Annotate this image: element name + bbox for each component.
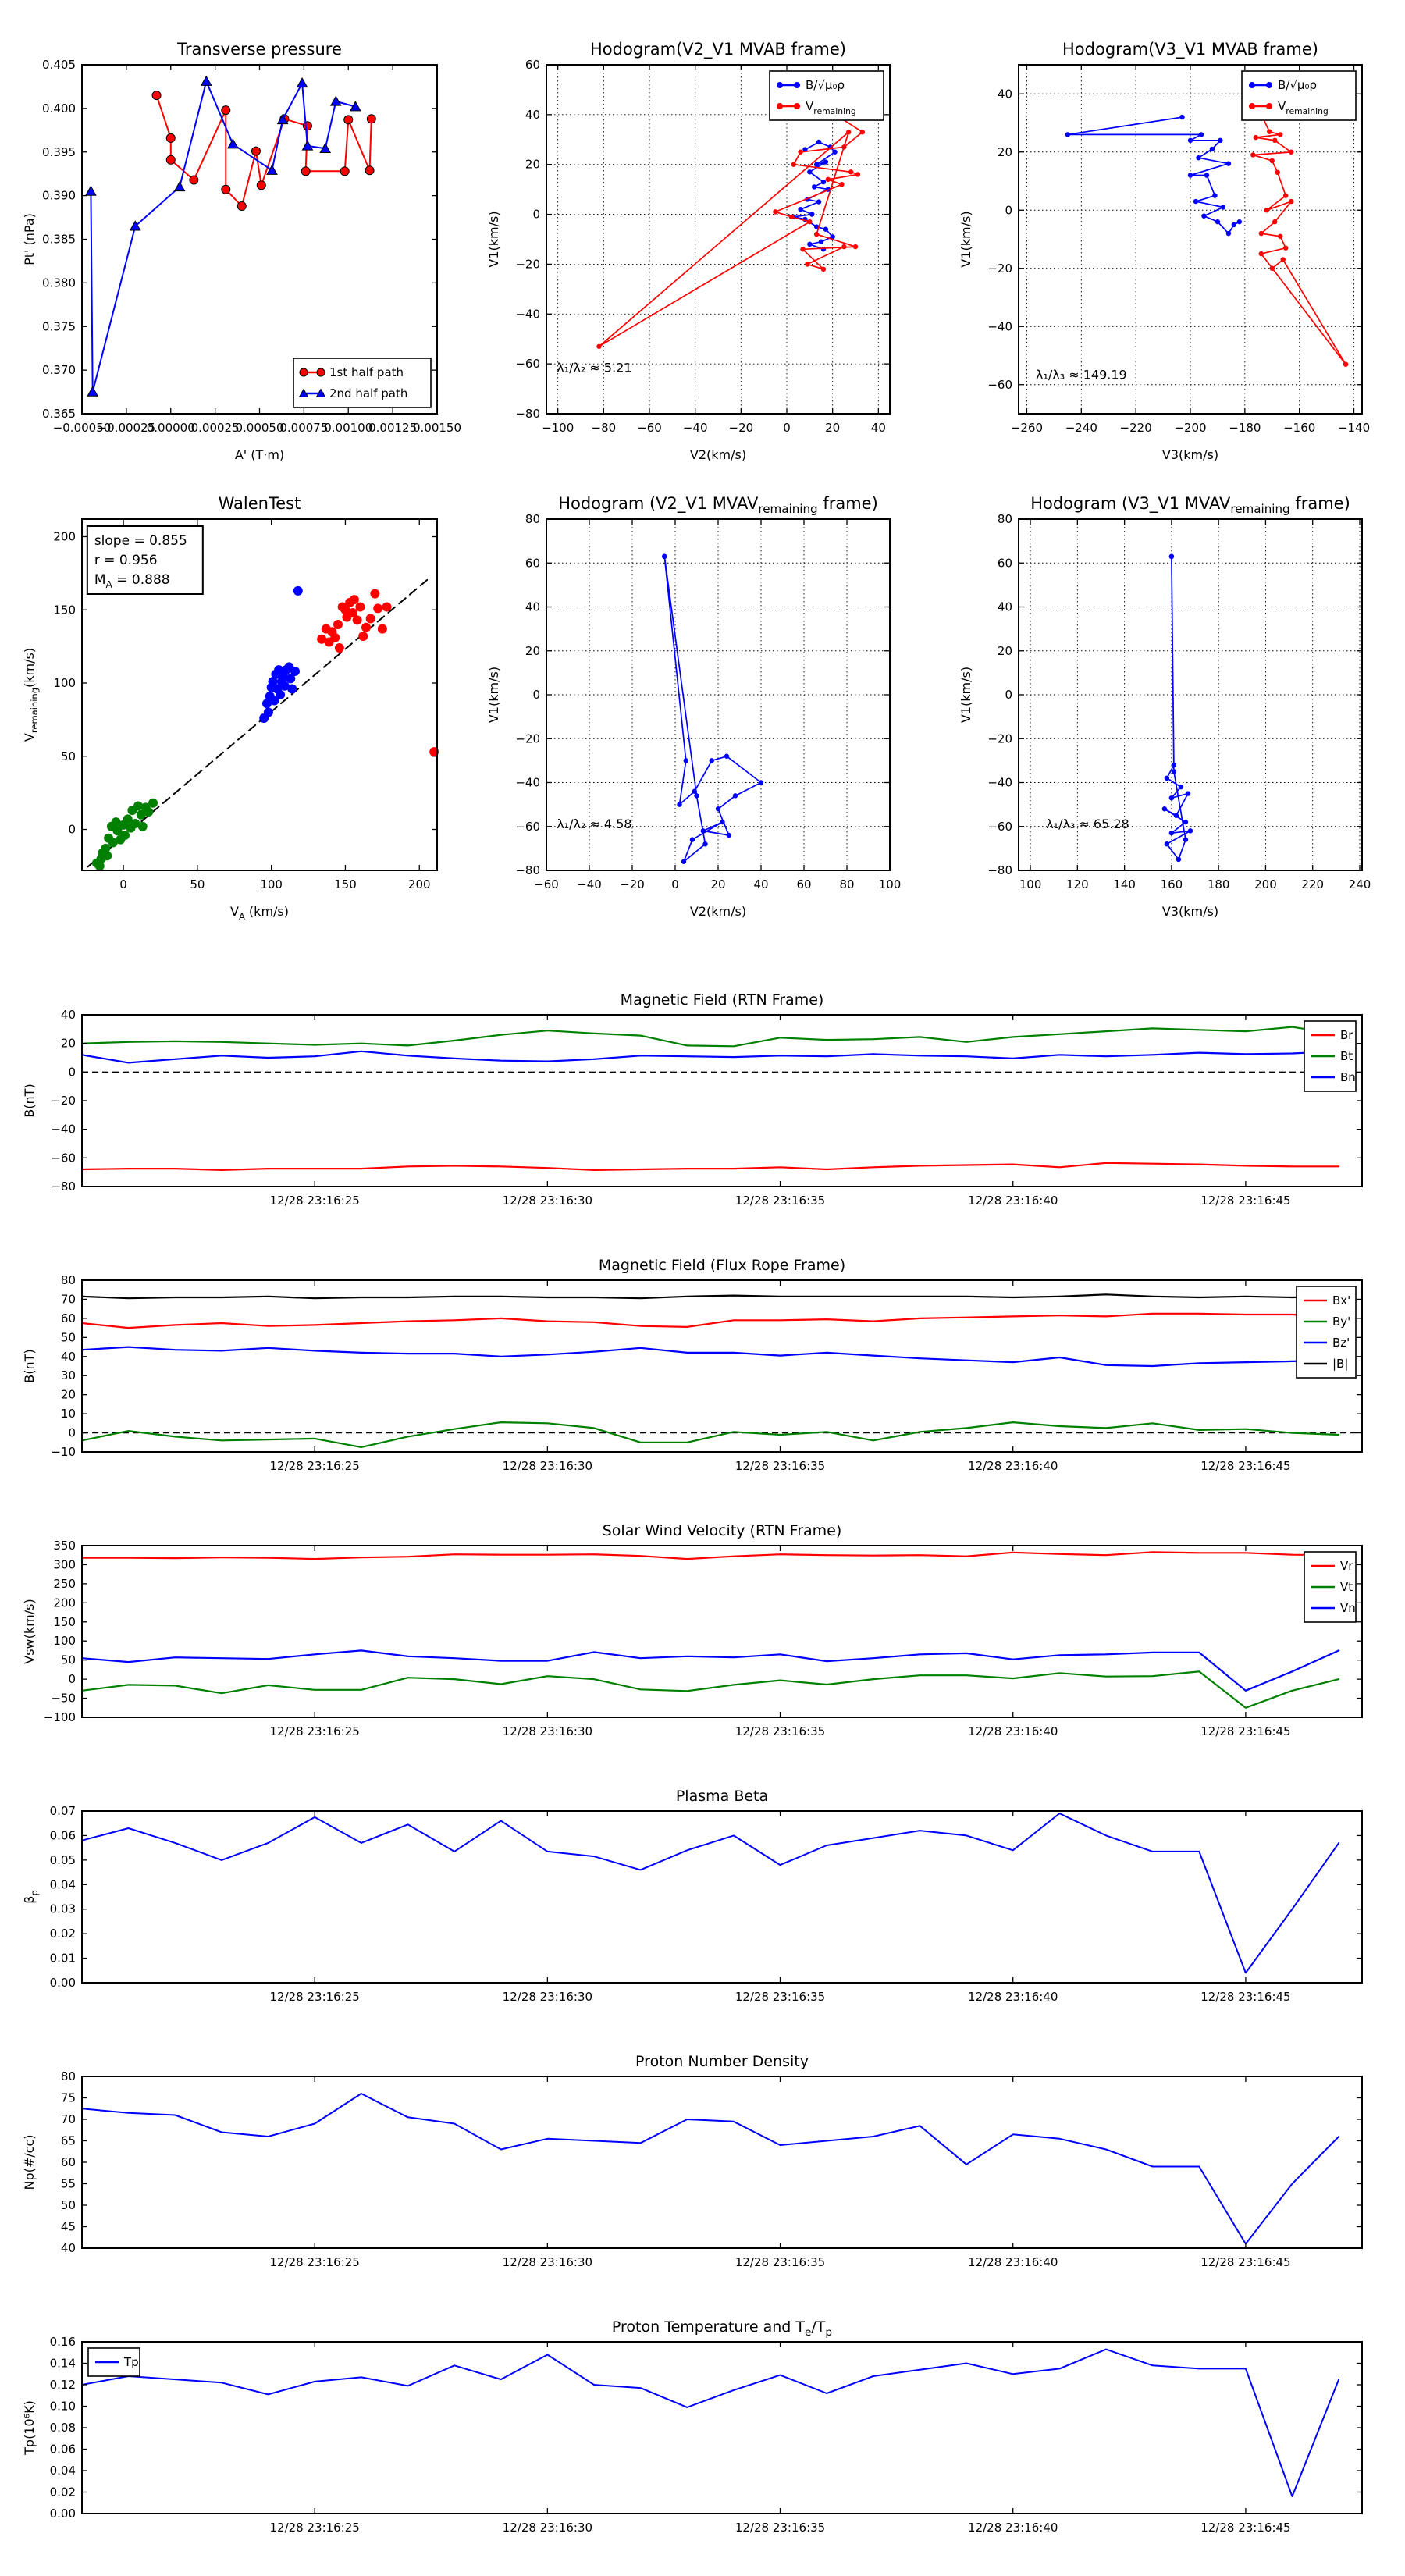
x-tick-labels <box>1019 877 1371 891</box>
y-axis-label: V1(km/s) <box>959 211 973 268</box>
x-tick-label: 12/28 23:16:30 <box>502 1194 593 1208</box>
y-tick-label: 0 <box>68 1425 76 1440</box>
y-tick-label: 0 <box>68 1672 76 1687</box>
x-tick-label: 0.00025 <box>190 421 240 435</box>
y-tick-label: 0.385 <box>42 232 76 247</box>
y-tick-labels <box>61 2069 76 2255</box>
x-tick-label: 12/28 23:16:35 <box>735 1194 826 1208</box>
x-tick-label: 12/28 23:16:25 <box>269 1194 360 1208</box>
legend-label: Vr <box>1340 1559 1353 1573</box>
panel-hodo-v2v1-mvab <box>486 40 890 462</box>
x-tick-label: 12/28 23:16:40 <box>968 1724 1058 1738</box>
y-tick-label: 250 <box>53 1576 76 1591</box>
y-tick-label: 0.00 <box>49 1976 76 1990</box>
y-tick-label: −20 <box>51 1094 76 1108</box>
y-tick-label: 20 <box>997 643 1012 658</box>
legend-label: B/√μ₀ρ <box>1278 78 1317 92</box>
x-tick-label: 12/28 23:16:45 <box>1200 1194 1291 1208</box>
y-tick-label: 0.380 <box>42 276 76 290</box>
x-tick-label: 12/28 23:16:25 <box>269 1990 360 2004</box>
y-tick-label: 75 <box>60 2090 76 2105</box>
x-tick-label: 200 <box>1254 877 1277 891</box>
x-tick-label: 100 <box>878 877 902 891</box>
y-tick-label: 20 <box>60 1036 76 1051</box>
y-tick-labels <box>50 1804 76 1990</box>
x-tick-label: −20 <box>728 421 754 435</box>
axes-background <box>82 2342 1362 2514</box>
x-tick-label: −260 <box>1010 421 1044 435</box>
x-tick-label: 12/28 23:16:35 <box>735 2255 826 2269</box>
y-tick-label: 200 <box>53 529 76 544</box>
y-tick-label: 0.10 <box>49 2399 76 2414</box>
legend <box>293 358 431 407</box>
y-tick-label: 0.06 <box>49 1828 76 1843</box>
x-tick-label: 150 <box>334 877 357 891</box>
y-tick-label: 70 <box>60 1292 76 1307</box>
lambda-ratio-label: λ₁/λ₂ ≈ 5.21 <box>557 360 632 375</box>
panel-title: Hodogram(V2_V1 MVAB frame) <box>590 40 846 59</box>
y-tick-label: 0.400 <box>42 101 76 116</box>
x-tick-labels <box>269 1724 1290 1738</box>
x-tick-label: 12/28 23:16:40 <box>968 1459 1058 1473</box>
y-tick-label: −60 <box>987 819 1012 834</box>
panel-walen-test <box>22 494 439 922</box>
y-tick-label: −60 <box>515 819 540 834</box>
stats-line: r = 0.956 <box>94 553 158 568</box>
x-tick-label: 0 <box>783 421 791 435</box>
y-tick-label: 80 <box>997 512 1012 526</box>
panel-title: Magnetic Field (Flux Rope Frame) <box>598 1257 846 1274</box>
y-tick-label: 45 <box>60 2219 76 2234</box>
y-tick-labels <box>51 1273 76 1459</box>
x-tick-label: 12/28 23:16:25 <box>269 2255 360 2269</box>
annotation <box>87 526 203 594</box>
annotation <box>1046 817 1129 831</box>
legend-label: Bn <box>1340 1070 1356 1084</box>
y-tick-label: −60 <box>515 357 540 372</box>
y-tick-label: 0 <box>1005 203 1012 218</box>
x-tick-label: 12/28 23:16:25 <box>269 2521 360 2535</box>
y-tick-label: −80 <box>515 863 540 877</box>
y-tick-label: −60 <box>987 377 1012 392</box>
y-tick-label: −40 <box>987 319 1012 334</box>
x-tick-label: 20 <box>825 421 841 435</box>
legend-label: By' <box>1332 1315 1351 1329</box>
x-tick-label: 12/28 23:16:25 <box>269 1459 360 1473</box>
y-axis-label: Vsw(km/s) <box>22 1599 37 1664</box>
y-tick-label: −40 <box>515 307 540 322</box>
x-tick-label: 0.00100 <box>324 421 373 435</box>
y-tick-label: 0 <box>1005 688 1012 702</box>
y-tick-label: 50 <box>60 1653 76 1667</box>
panel-proton-temp <box>22 2318 1362 2535</box>
y-tick-label: 40 <box>60 1349 76 1364</box>
x-tick-labels <box>53 421 461 435</box>
x-tick-labels <box>542 421 886 435</box>
y-tick-label: 0.365 <box>42 407 76 421</box>
y-tick-label: 150 <box>53 1614 76 1629</box>
y-tick-label: 0.01 <box>49 1951 76 1966</box>
y-tick-label: −80 <box>515 407 540 421</box>
y-tick-label: 0.08 <box>49 2421 76 2435</box>
x-tick-label: 240 <box>1348 877 1371 891</box>
annotation <box>1036 367 1127 382</box>
y-tick-label: 80 <box>525 512 540 526</box>
y-tick-label: 0.07 <box>49 1804 76 1818</box>
x-tick-label: 12/28 23:16:35 <box>735 2521 826 2535</box>
axes-background <box>82 1015 1362 1187</box>
legend-label: Vn <box>1340 1601 1356 1615</box>
x-tick-labels <box>1011 421 1370 435</box>
y-tick-labels <box>50 2335 76 2521</box>
panel-title: WalenTest <box>218 494 301 513</box>
x-tick-labels <box>269 1194 1290 1208</box>
y-tick-label: 350 <box>53 1539 76 1553</box>
x-tick-label: −240 <box>1065 421 1097 435</box>
x-tick-label: 50 <box>190 877 205 891</box>
y-tick-label: 0.06 <box>49 2442 76 2457</box>
y-tick-label: 60 <box>525 58 540 72</box>
y-tick-label: 0 <box>532 207 540 222</box>
y-tick-labels <box>987 512 1012 877</box>
y-tick-label: −40 <box>987 775 1012 790</box>
x-tick-label: 12/28 23:16:45 <box>1200 2521 1291 2535</box>
x-axis-label: V3(km/s) <box>1161 447 1219 462</box>
annotation <box>557 360 631 375</box>
panel-title: Transverse pressure <box>177 40 342 59</box>
y-tick-label: 55 <box>60 2176 76 2191</box>
panel-title: Plasma Beta <box>675 1788 769 1805</box>
x-tick-label: 12/28 23:16:40 <box>968 1194 1058 1208</box>
x-tick-label: 12/28 23:16:30 <box>502 2521 593 2535</box>
panel-hodo-v3v1-mvav <box>959 494 1371 919</box>
y-tick-label: −100 <box>43 1710 76 1724</box>
panel-title: Hodogram(V3_V1 MVAB frame) <box>1062 40 1318 59</box>
panel-proton-density <box>22 2053 1362 2269</box>
x-tick-label: 12/28 23:16:45 <box>1200 1459 1291 1473</box>
y-tick-label: 70 <box>60 2112 76 2126</box>
y-tick-labels <box>42 58 76 421</box>
lambda-ratio-label: λ₁/λ₂ ≈ 4.58 <box>557 817 632 831</box>
x-axis-label: A' (T·m) <box>234 447 285 462</box>
y-tick-label: 0.14 <box>49 2356 76 2371</box>
y-tick-label: 300 <box>53 1557 76 1572</box>
x-tick-label: 12/28 23:16:45 <box>1200 2255 1291 2269</box>
y-axis-label: Pt' (nPa) <box>22 213 37 265</box>
x-tick-label: 120 <box>1066 877 1089 891</box>
y-tick-label: −80 <box>987 863 1012 877</box>
y-tick-label: 20 <box>997 144 1012 159</box>
y-tick-label: −20 <box>515 731 540 746</box>
x-tick-label: 0.00075 <box>279 421 329 435</box>
y-tick-label: 50 <box>60 749 76 763</box>
x-tick-labels <box>269 2521 1290 2535</box>
y-axis-label: $\beta_p$ <box>22 1890 40 1904</box>
y-tick-label: 0.02 <box>49 1927 76 1941</box>
legend-label: Bz' <box>1332 1336 1350 1350</box>
x-tick-label: −40 <box>682 421 708 435</box>
x-tick-label: 12/28 23:16:30 <box>502 1990 593 2004</box>
x-tick-label: 220 <box>1301 877 1325 891</box>
y-tick-label: 40 <box>525 107 540 122</box>
x-tick-label: −0.00050 <box>52 421 112 435</box>
y-tick-labels <box>44 1539 76 1724</box>
x-tick-labels <box>269 1990 1290 2004</box>
y-tick-label: −10 <box>51 1445 76 1459</box>
legend-label: $V_{remaining}$ <box>806 99 856 116</box>
x-tick-label: 100 <box>1019 877 1042 891</box>
y-axis-label: B(nT) <box>22 1083 37 1118</box>
y-axis-label: B(nT) <box>22 1349 37 1383</box>
x-tick-label: −180 <box>1229 421 1261 435</box>
y-tick-label: 0.405 <box>42 58 76 72</box>
panel-title: Proton Temperature and $T_e/T_p$ <box>611 2318 833 2339</box>
x-tick-labels <box>269 2255 1290 2269</box>
legend-label: 1st half path <box>329 365 404 379</box>
stats-line: $M_A = 0.888$ <box>94 572 170 590</box>
x-tick-label: 12/28 23:16:45 <box>1200 1990 1291 2004</box>
y-tick-labels <box>987 87 1012 392</box>
x-tick-label: 12/28 23:16:35 <box>735 1724 826 1738</box>
x-tick-label: −0.00025 <box>97 421 156 435</box>
x-tick-label: 20 <box>710 877 726 891</box>
annotation <box>557 817 631 831</box>
x-tick-label: −60 <box>637 421 662 435</box>
y-axis-label: V1(km/s) <box>959 666 973 724</box>
x-tick-label: 12/28 23:16:45 <box>1200 1724 1291 1738</box>
y-tick-label: 0.02 <box>49 2485 76 2500</box>
panel-pt <box>22 40 461 462</box>
y-tick-label: 60 <box>997 556 1012 571</box>
x-tick-label: 0.00125 <box>368 421 418 435</box>
y-axis-label: V1(km/s) <box>486 666 501 724</box>
y-axis-label: V1(km/s) <box>486 211 501 268</box>
legend <box>88 2348 140 2376</box>
legend <box>1304 1021 1356 1091</box>
legend-label: Bt <box>1340 1049 1353 1063</box>
x-tick-labels <box>119 877 430 891</box>
y-tick-label: −80 <box>51 1179 76 1194</box>
legend-label: Br <box>1340 1028 1353 1042</box>
y-tick-label: 0.16 <box>49 2335 76 2349</box>
y-tick-label: 80 <box>60 1273 76 1287</box>
x-tick-label: 12/28 23:16:25 <box>269 1724 360 1738</box>
x-tick-label: 0.00000 <box>146 421 195 435</box>
y-tick-label: −60 <box>51 1151 76 1165</box>
x-tick-label: 40 <box>870 421 886 435</box>
y-tick-label: 0.04 <box>49 1877 76 1892</box>
y-tick-label: 20 <box>60 1387 76 1402</box>
x-tick-labels <box>269 1459 1290 1473</box>
x-tick-label: −220 <box>1119 421 1152 435</box>
x-tick-label: 0 <box>671 877 679 891</box>
panel-title: Proton Number Density <box>635 2053 809 2070</box>
x-axis-label: V2(km/s) <box>689 447 747 462</box>
panel-b-rtn <box>22 991 1362 1208</box>
x-tick-label: −20 <box>620 877 645 891</box>
legend-label: $V_{remaining}$ <box>1278 99 1329 116</box>
x-tick-label: 12/28 23:16:30 <box>502 1724 593 1738</box>
x-tick-label: −140 <box>1337 421 1371 435</box>
y-tick-label: 200 <box>53 1596 76 1610</box>
axes-background <box>82 2076 1362 2248</box>
y-tick-label: 50 <box>60 1330 76 1345</box>
x-tick-label: 12/28 23:16:40 <box>968 2521 1058 2535</box>
axes-background <box>82 1811 1362 1983</box>
legend <box>1297 1286 1356 1378</box>
y-tick-label: 100 <box>53 676 76 690</box>
y-tick-label: 0.05 <box>49 1852 76 1867</box>
y-tick-label: 60 <box>60 1311 76 1325</box>
y-tick-label: 0.375 <box>42 319 76 334</box>
x-tick-label: 60 <box>796 877 812 891</box>
x-tick-label: 12/28 23:16:40 <box>968 2255 1058 2269</box>
y-tick-label: 50 <box>60 2198 76 2212</box>
y-axis-label: Np(#/cc) <box>22 2134 37 2190</box>
x-tick-label: −200 <box>1174 421 1207 435</box>
y-tick-label: 20 <box>525 157 540 172</box>
legend-label: B/√μ₀ρ <box>806 78 845 92</box>
x-tick-label: −40 <box>577 877 602 891</box>
y-tick-label: 40 <box>60 2241 76 2255</box>
panel-plasma-beta <box>22 1788 1362 2004</box>
y-tick-label: 10 <box>60 1407 76 1421</box>
x-tick-label: 40 <box>753 877 769 891</box>
panel-b-fluxrope <box>22 1257 1362 1473</box>
x-tick-label: 200 <box>407 877 431 891</box>
legend <box>770 71 884 120</box>
y-tick-label: −40 <box>51 1122 76 1137</box>
y-tick-label: 0 <box>68 1065 76 1080</box>
x-tick-label: −60 <box>534 877 559 891</box>
legend-label: Vt <box>1340 1580 1353 1594</box>
panel-title: Magnetic Field (RTN Frame) <box>620 991 824 1009</box>
x-tick-label: 0 <box>119 877 127 891</box>
legend-label: 2nd half path <box>329 386 408 400</box>
stats-line: slope = 0.855 <box>94 533 187 549</box>
x-tick-label: 12/28 23:16:35 <box>735 1459 826 1473</box>
lambda-ratio-label: λ₁/λ₃ ≈ 149.19 <box>1036 367 1127 382</box>
y-tick-label: 0 <box>532 688 540 702</box>
panel-hodo-v2v1-mvav <box>486 494 901 919</box>
x-tick-label: 12/28 23:16:40 <box>968 1990 1058 2004</box>
x-tick-label: 12/28 23:16:30 <box>502 1459 593 1473</box>
legend <box>1304 1552 1356 1622</box>
y-tick-label: 20 <box>525 643 540 658</box>
x-tick-label: 12/28 23:16:35 <box>735 1990 826 2004</box>
x-tick-labels <box>534 877 901 891</box>
y-tick-label: 0.395 <box>42 144 76 159</box>
x-tick-label: 80 <box>839 877 855 891</box>
y-tick-label: 80 <box>60 2069 76 2083</box>
panel-title: Solar Wind Velocity (RTN Frame) <box>602 1522 842 1539</box>
lambda-ratio-label: λ₁/λ₃ ≈ 65.28 <box>1046 817 1129 831</box>
y-tick-label: 150 <box>53 603 76 617</box>
y-tick-label: 30 <box>60 1368 76 1383</box>
x-tick-label: 100 <box>260 877 283 891</box>
legend-label: Bx' <box>1332 1293 1351 1308</box>
x-tick-label: 0.00150 <box>412 421 462 435</box>
x-tick-label: 180 <box>1207 877 1230 891</box>
y-tick-labels <box>515 58 540 421</box>
x-tick-label: 12/28 23:16:30 <box>502 2255 593 2269</box>
x-tick-label: −100 <box>542 421 574 435</box>
y-tick-label: −20 <box>515 257 540 272</box>
y-tick-label: 40 <box>60 1008 76 1022</box>
y-tick-label: 0.00 <box>49 2507 76 2521</box>
x-axis-label: V3(km/s) <box>1161 904 1219 919</box>
x-tick-label: −80 <box>591 421 617 435</box>
panel-title: Hodogram (V3_V1 $MVAV_{remaining}$ frame) <box>1030 494 1350 516</box>
y-tick-label: 40 <box>525 600 540 614</box>
y-axis-label: Tp(10⁶K) <box>22 2400 37 2455</box>
y-tick-label: 100 <box>53 1634 76 1649</box>
y-tick-label: 40 <box>997 600 1012 614</box>
y-tick-label: 0.04 <box>49 2464 76 2478</box>
x-axis-label: V2(km/s) <box>689 904 747 919</box>
y-tick-label: −50 <box>51 1691 76 1706</box>
y-tick-label: −20 <box>987 731 1012 746</box>
y-tick-labels <box>51 1008 76 1194</box>
y-tick-label: 60 <box>525 556 540 571</box>
y-tick-label: 65 <box>60 2133 76 2148</box>
x-axis-label: $V_A$ (km/s) <box>230 904 289 922</box>
x-tick-label: 0.00050 <box>235 421 284 435</box>
legend-label: Tp <box>124 2355 139 2369</box>
y-tick-label: −40 <box>515 775 540 790</box>
y-tick-label: 0 <box>68 822 76 837</box>
y-tick-label: 40 <box>997 87 1012 101</box>
panel-hodo-v3v1-mvab <box>959 40 1370 462</box>
panel-title: Hodogram (V2_V1 $MVAV_{remaining}$ frame) <box>558 494 878 516</box>
y-tick-label: 0.390 <box>42 188 76 203</box>
y-tick-labels <box>53 530 76 837</box>
axes-background <box>82 1546 1362 1717</box>
y-tick-label: 0.370 <box>42 363 76 378</box>
y-tick-label: −20 <box>987 261 1012 276</box>
legend <box>1242 71 1356 120</box>
panel-vsw <box>22 1522 1362 1738</box>
legend-label: |B| <box>1332 1357 1349 1371</box>
y-tick-labels <box>515 512 540 877</box>
y-axis-label: $V_{remaining}(km/s)$ <box>22 647 40 742</box>
x-tick-label: −160 <box>1283 421 1316 435</box>
x-tick-label: 160 <box>1160 877 1183 891</box>
x-tick-label: 140 <box>1113 877 1136 891</box>
y-tick-label: 60 <box>60 2155 76 2169</box>
y-tick-label: 0.03 <box>49 1902 76 1916</box>
y-tick-label: 0.12 <box>49 2378 76 2392</box>
